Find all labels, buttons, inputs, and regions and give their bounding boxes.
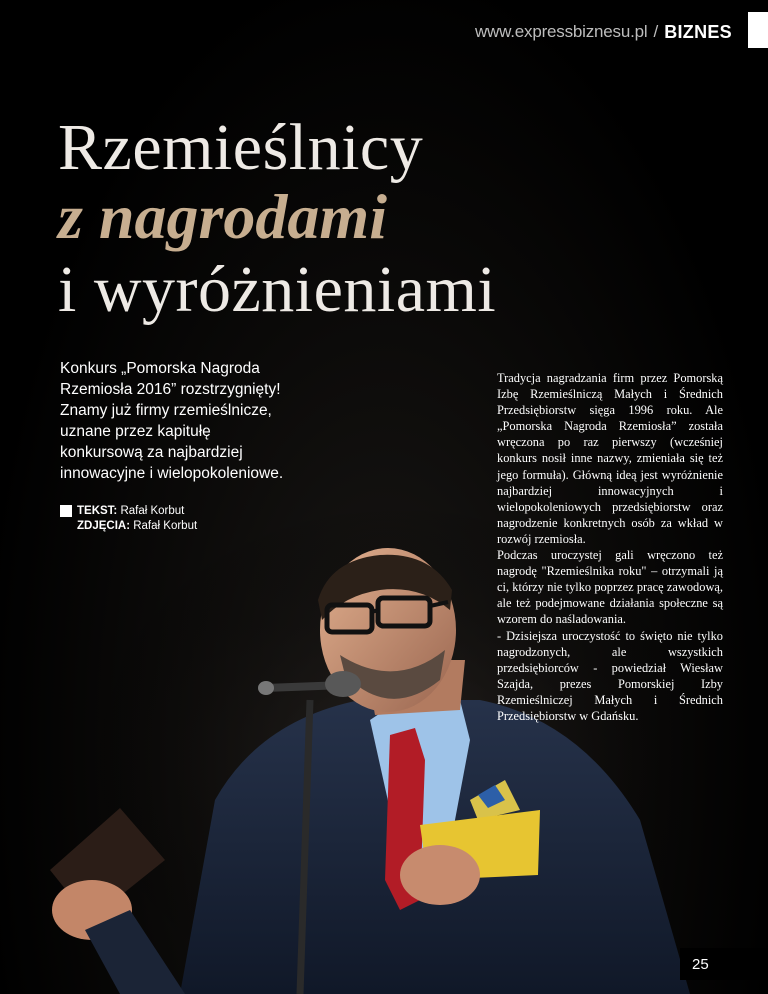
photo-credit xyxy=(60,519,197,534)
article-body xyxy=(497,370,723,724)
text-credit-label: TEKST: xyxy=(77,505,118,517)
title-line-2: z nagrodami xyxy=(58,181,387,252)
credits xyxy=(60,504,197,534)
body-paragraph-2: Podczas uroczystej gali wręczono też nagrodę "Rzemieślnika roku" – otrzymali ją ci, którzy nie tylko poprzez pracę zawodową, ale też podejmowane działania społeczne są wzorem do naśladowania. xyxy=(497,548,723,627)
body-paragraph-1: Tradycja nagradzania firm przez Pomorską Izbę Rzemieślniczą Małych i Średnich Przedsiębiorstw sięga 1996 roku. Ale „Pomorska Nagroda Rzemiosła” została wręczona po raz pierwszy (wcześniej konkurs nosił inne nazwy, zmieniała się też jego formuła). Główną ideą jest wyróżnienie najbardziej innowacyjnych i wielopokoleniowych przedsiębiorstw oraz nagrodzenie konkretnych osób za wkład w rozwój rzemiosła. xyxy=(497,371,723,546)
text-credit-author: Rafał Korbut xyxy=(120,505,185,517)
photo-credit-author: Rafał Korbut xyxy=(133,520,198,532)
website-url: www.expressbiznesu.pl xyxy=(474,22,648,41)
page-number: 25 xyxy=(680,948,768,980)
page-header xyxy=(475,18,732,46)
body-paragraph-3: - Dzisiejsza uroczystość to święto nie tylko nagrodzonych, ale wszystkich przedsiębiorców - powiedział Wiesław Szajda, prezes Pomorskiej Izby Rzemieślniczej Małych i Średnich Przedsiębiorstw w Gdańsku. xyxy=(497,628,723,723)
section-name: BIZNES xyxy=(664,21,732,42)
photo-credit-label: ZDJĘCIA: xyxy=(77,520,131,532)
lead-paragraph: Konkurs „Pomorska Nagroda Rzemiosła 2016” rozstrzygnięty! Znamy już firmy rzemieślnicze, uznane przez kapitułę konkursową za najbardziej innowacyjne i wielopokoleniowe. xyxy=(60,360,284,482)
header-separator: / xyxy=(653,22,659,41)
title-line-3: i wyróżnieniami xyxy=(58,253,497,326)
header-tab-marker xyxy=(748,12,768,48)
credits-square-icon xyxy=(60,505,72,517)
text-credit xyxy=(60,504,197,519)
title-line-1: Rzemieślnicy xyxy=(58,111,424,184)
